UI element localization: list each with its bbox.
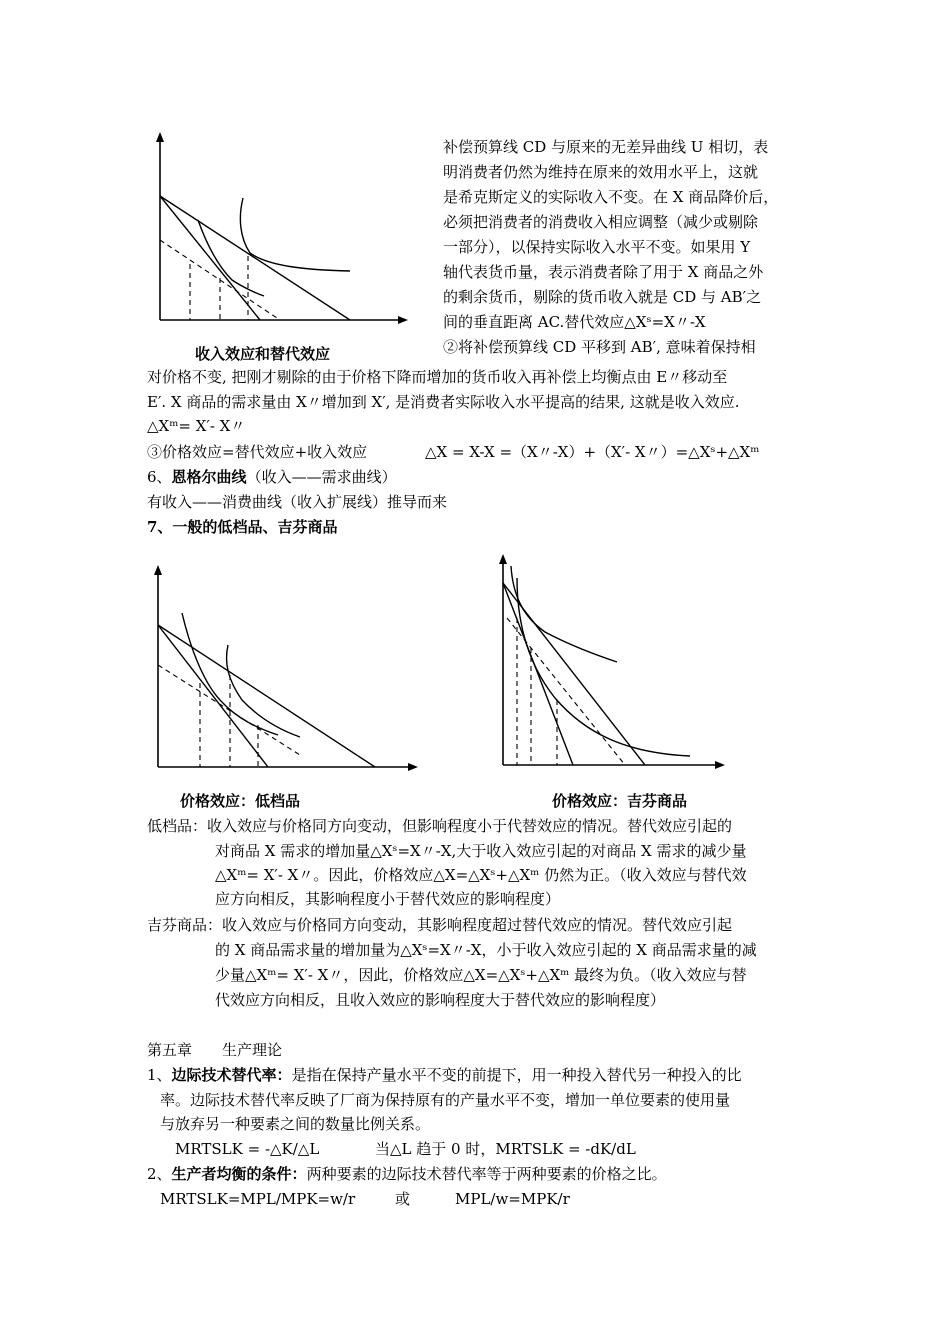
mrts-heading bbox=[147, 1065, 742, 1085]
inferior-4: 应方向相反，其影响程度小于替代效应的影响程度） bbox=[215, 890, 561, 908]
equilibrium-term: 生产者均衡的条件： bbox=[171, 1165, 307, 1183]
mrts-term: 边际技术替代率： bbox=[171, 1066, 292, 1084]
fig2-compensated-budget bbox=[158, 665, 300, 755]
fig3-budget-ab bbox=[503, 583, 573, 765]
engel-desc: 有收入——消费曲线（收入扩展线）推导而来 bbox=[147, 493, 448, 511]
fig1-caption: 收入效应和替代效应 bbox=[195, 345, 331, 363]
para-income-1: 对价格不变, 把刚才剔除的由于价格下降而增加的货币收入再补偿上均衡点由 E〃移动至 bbox=[147, 368, 728, 386]
equilibrium-heading bbox=[147, 1164, 667, 1184]
mrts-l3: 与放弃另一种要素之间的数量比例关系。 bbox=[160, 1115, 431, 1133]
mrts-l2: 率。边际技术替代率反映了厂商为保持原有的产量水平不变，增加一单位要素的使用量 bbox=[160, 1091, 731, 1109]
fig3-caption: 价格效应：吉芬商品 bbox=[552, 792, 688, 810]
chapter-title: 生产理论 bbox=[222, 1041, 283, 1059]
text-line: ②将补偿预算线 CD 平移到 AB′, 意味着保持相 bbox=[443, 338, 756, 356]
mrts-formula-2: 当△L 趋于 0 时，MRTSLK = -dK/dL bbox=[375, 1140, 636, 1158]
price-effect-definition: ③价格效应=替代效应+收入效应 bbox=[147, 443, 368, 461]
price-effect-formula: △X = X-X =（X〃-X）+（X′- X〃）=△Xˢ+△Xᵐ bbox=[425, 443, 760, 461]
fig2-caption: 价格效应：低档品 bbox=[180, 792, 301, 810]
giffen-3: 少量△Xᵐ= X′- X〃，因此，价格效应△X=△Xˢ+△Xᵐ 最终为负。（收入效应与替 bbox=[215, 966, 747, 984]
text-line: 一部分），以保持实际收入水平不变。如果用 Y bbox=[443, 238, 751, 256]
equilibrium-desc: 两种要素的边际技术替代率等于两种要素的价格之比。 bbox=[306, 1165, 667, 1183]
inferior-1: 低档品：收入效应与价格同方向变动，但影响程度小于代替效应的情况。替代效应引起的 bbox=[147, 817, 733, 835]
chapter-heading bbox=[147, 1040, 282, 1060]
chapter-num: 第五章 bbox=[147, 1041, 193, 1059]
text-line: 明消费者仍然为维持在原来的效用水平上，这就 bbox=[443, 163, 759, 181]
mrts-num: 1、 bbox=[147, 1066, 172, 1084]
fig2-budget-ab bbox=[158, 625, 268, 767]
engel-rest: （收入——需求曲线） bbox=[246, 468, 397, 486]
para-income-2: E′. X 商品的需求量由 X〃增加到 X′, 是消费者实际收入水平提高的结果, 这就是收入效应. bbox=[147, 393, 740, 411]
fig1-axes bbox=[156, 132, 408, 324]
fig2-indifference-u2 bbox=[227, 645, 300, 737]
giffen-4: 代效应方向相反，且收入效应的影响程度大于替代效应的影响程度） bbox=[215, 991, 666, 1009]
fig1-budget-ab-prime bbox=[160, 196, 350, 320]
inferior-2: 对商品 X 需求的增加量△Xˢ=X〃-X,大于收入效应引起的对商品 X 需求的减少量 bbox=[215, 842, 747, 860]
mrts-formula-1: MRTSLK = -△K/△L bbox=[175, 1140, 320, 1158]
inferior-3: △Xᵐ= X′- X〃。因此，价格效应△X=△Xˢ+△Xᵐ 仍然为正。（收入效应与替代效 bbox=[215, 866, 747, 884]
fig2-budget-ab-prime bbox=[158, 625, 375, 767]
equilibrium-formula-1: MRTSLK=MPL/MPK=w/r bbox=[160, 1190, 356, 1208]
text-line: 轴代表货币量，表示消费者除了用于 X 商品之外 bbox=[443, 263, 764, 281]
fig1-indifference-u2 bbox=[240, 198, 350, 271]
text-line: 必须把消费者的消费收入相应调整（减少或剔除 bbox=[443, 213, 759, 231]
equilibrium-or: 或 bbox=[395, 1190, 411, 1208]
para-income-3: △Xᵐ= X′- X〃 bbox=[147, 417, 246, 435]
text-line: 补偿预算线 CD 与原来的无差异曲线 U 相切，表 bbox=[443, 138, 769, 156]
engel-title: 恩格尔曲线 bbox=[171, 468, 247, 486]
figure-income-substitution bbox=[140, 128, 420, 328]
giffen-1: 吉芬商品：收入效应与价格同方向变动，其影响程度超过替代效应的情况。替代效应引起 bbox=[147, 916, 733, 934]
figure-inferior-good bbox=[140, 555, 430, 775]
fig1-budget-ab bbox=[160, 196, 260, 320]
text-line: 的剩余货币，剔除的货币收入就是 CD 与 AB′之 bbox=[443, 288, 762, 306]
figure-giffen-good bbox=[485, 548, 735, 773]
mrts-l1: 是指在保持产量水平不变的前提下，用一种投入替代另一种投入的比 bbox=[291, 1066, 742, 1084]
section-7-heading: 7、一般的低档品、吉芬商品 bbox=[147, 518, 338, 536]
equilibrium-formula-2: MPL/w=MPK/r bbox=[455, 1190, 570, 1208]
equilibrium-num: 2、 bbox=[147, 1165, 172, 1183]
text-line: 是希克斯定义的实际收入不变。在 X 商品降价后， bbox=[443, 188, 779, 206]
engel-heading bbox=[147, 467, 397, 487]
text-line: 间的垂直距离 AC.替代效应△Xˢ=X〃-X bbox=[443, 313, 706, 331]
fig2-axes bbox=[154, 565, 418, 771]
giffen-2: 的 X 商品需求量的增加量为△Xˢ=X〃-X，小于收入效应引起的 X 商品需求量的减 bbox=[215, 941, 757, 959]
engel-num: 6、 bbox=[147, 468, 172, 486]
fig3-indifference-u2 bbox=[517, 578, 690, 756]
